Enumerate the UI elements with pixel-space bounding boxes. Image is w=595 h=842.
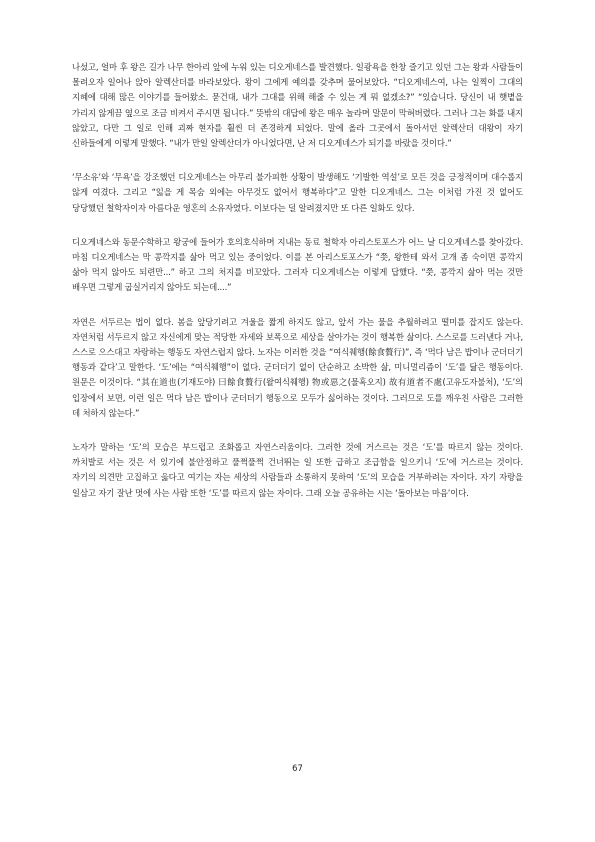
body-text xyxy=(72,60,523,520)
paragraph-3: 디오게네스와 동문수학하고 왕궁에 들어가 호의호식하며 지내는 동료 철학자 아리스토포스가 어느 날 디오게네스를 찾아갔다. 마침 디오게네스는 막 콩깍지를 삶아 먹고 있는 중이었다. 이를 본 아리스토포스가 “쯧, 왕한테 와서 고개 좀 숙이면 콩깍지 삶아 먹지 않아도 되련만...” 하고 그의 처지를 비꼬았다. 그러자 디오게네스는 이렇게 답했다. “쯧, 콩깍지 삶아 먹는 것만 배우면 그렇게 굽실거리지 않아도 되는데....” xyxy=(72,236,523,293)
paragraph-1: 나섰고, 얼마 후 왕은 길가 나무 한아리 앞에 누워 있는 디오게네스를 발견했다. 일광욕을 한창 즐기고 있던 그는 왕과 사람들이 몰려오자 일어나 앉아 알렉산더를 바라보았다. 왕이 그에게 예의를 갖추며 물어보았다. “디오게네스여, 나는 일찍이 그대의 지혜에 대해 많은 이야기를 들어왔소. 묻건대, 내가 그대를 위해 해줄 수 있는 게 뭐 없겠소?” “있습니다. 당신이 내 햇볕을 가리지 않게끔 옆으로 조금 비켜서 주시면 됩니다.” 뜻밖의 대답에 왕은 매우 놀라며 말문이 막혀버렸다. 그러나 그는 화를 내지 않았고, 다만 그 일로 인해 괴짜 현자를 훨씬 더 존경하게 되었다. 말에 올라 그곳에서 돌아서던 알렉산더 대왕이 자기 신하들에게 이렇게 말했다. “내가 만일 알렉산더가 아니었다면, 난 저 디오게네스가 되기를 바랐을 것이다.” xyxy=(72,62,523,149)
paragraph-2: ‘무소유’와 ‘무욕’을 강조했던 디오게네스는 아무리 불가피한 상황이 발생해도 ‘기발한 역설’로 모든 것을 긍정적이며 대수롭지 않게 여겼다. 그리고 “잃을 게 목숨 외에는 아무것도 없어서 행복하다”고 말한 디오게네스. 그는 이처럼 가진 것 없어도 당당했던 철학자이자 아름다운 영혼의 소유자였다. 이보다는 덜 알려졌지만 또 다른 일화도 있다. xyxy=(72,172,523,213)
paragraph-4: 자연은 서두르는 법이 없다. 봄을 앞당기려고 겨울을 짧게 하지도 않고, 앞서 가는 물을 추월하려고 떨미를 잡지도 않는다. 자연처럼 서두르지 않고 자신에게 맞는 적당한 자세와 보폭으로 세상을 살아가는 것이 행복한 삶이다. 스스로를 드러낸다 거나, 스스로 으스대고 자랑하는 행동도 자연스럽지 않다. 노자는 이러한 것을 “여식췌행(餘食贅行)”, 즉 ‘먹다 남은 밥이나 군더더기 행동과 같다’고 말한다. ‘도’에는 “여식췌행”이 없다. 군더더기 없이 단순하고 소박한 삶, 미니멀리즘이 ‘도’를 닮은 행동이다. 원문은 이것이다. “其在道也(기재도야) 曰餘食贅行(왈여식췌행) 物或惡之(물혹오지) 故有道者不處(고유도자불처), ‘도’의 입장에서 보면, 이런 일은 먹다 남은 밥이나 군더더기 행동으로 모두가 싫어하는 것이다. 그러므로 도를 깨우친 사람은 그러한 데 처하지 않는다.” xyxy=(72,316,523,418)
paragraph-5: 노자가 말하는 ‘도’의 모습은 부드럽고 조화롭고 자연스러움이다. 그러한 것에 거스르는 것은 ‘도’를 따르지 않는 것이다. 까치발로 서는 것은 서 있기에 불안정하고 풀쩍풀쩍 건너뛰는 일 또한 급하고 조급함을 일으키니 ‘도’에 거스르는 것이다. 자기의 의견만 고집하고 옳다고 여기는 자는 세상의 사람들과 소통하지 못하여 ‘도’의 모습을 거부하려는 자이다. 자기 자랑을 일삼고 자기 잘난 멋에 사는 사람 또한 ‘도’를 따르지 않는 자이다. 그래 오늘 공유하는 시는 ‘돌아보는 마음’이다. xyxy=(72,442,523,498)
page-number: 67 xyxy=(292,763,303,773)
